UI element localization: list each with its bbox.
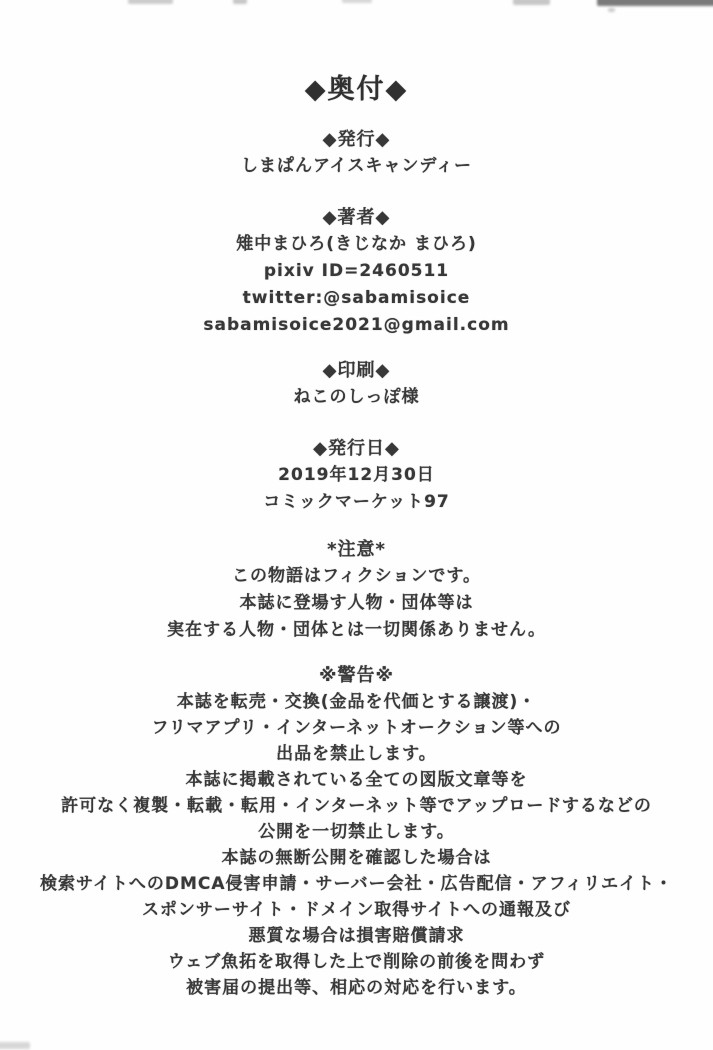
scan-artifact — [513, 0, 550, 5]
section-print — [0, 357, 713, 411]
warning-line: 本誌を転売・交換(金品を代価とする譲渡)・ — [176, 692, 537, 712]
section-notice — [0, 536, 713, 644]
warning-line: 被害届の提出等、相応の対応を行います。 — [186, 978, 527, 998]
warning-line: 許可なく複製・転載・転用・インターネット等でアップロードするなどの — [61, 796, 652, 816]
scan-artifact — [608, 8, 615, 12]
scan-artifact — [0, 1042, 30, 1049]
author-pixiv-id: pixiv ID=2460511 — [263, 261, 450, 281]
publisher-name: しまぱんアイスキャンディー — [241, 156, 472, 176]
page-title: ◆奥付◆ — [304, 74, 409, 105]
section-heading-publisher: ◆発行◆ — [322, 129, 391, 150]
author-email: sabamisoice2021@gmail.com — [203, 315, 510, 335]
warning-line: フリマアプリ・インターネットオークション等への — [151, 718, 562, 738]
scan-artifact — [342, 0, 372, 3]
scan-artifact — [128, 0, 173, 4]
notice-line: この物語はフィクションです。 — [232, 566, 481, 586]
scan-artifact — [233, 0, 247, 4]
notice-line: 本誌に登場す人物・団体等は — [239, 593, 474, 613]
warning-line: ウェブ魚拓を取得した上で削除の前後を問わず — [167, 952, 546, 972]
warning-line: スポンサーサイト・ドメイン取得サイトへの通報及び — [141, 900, 572, 920]
printer-name: ねこのしっぽ様 — [293, 387, 420, 407]
publication-event: コミックマーケット97 — [263, 492, 450, 512]
section-heading-print: ◆印刷◆ — [322, 360, 391, 381]
scan-artifact — [597, 0, 713, 6]
section-heading-publication-date: ◆発行日◆ — [313, 438, 400, 459]
warning-line: 悪質な場合は損害賠償請求 — [248, 926, 465, 946]
warning-line: 出品を禁止します。 — [276, 744, 437, 764]
publication-date-value: 2019年12月30日 — [278, 465, 435, 485]
author-twitter: twitter:@sabamisoice — [242, 288, 471, 308]
author-name: 雉中まひろ(きじなか まひろ) — [236, 234, 477, 254]
section-publication-date — [0, 435, 713, 516]
section-author — [0, 204, 713, 339]
warning-line: 本誌の無断公開を確認した場合は — [221, 848, 492, 868]
section-warning — [0, 662, 713, 1001]
section-publisher — [0, 126, 713, 180]
warning-line: 検索サイトへのDMCA侵害申請・サーバー会社・広告配信・アフィリエイト・ — [40, 874, 673, 894]
warning-line: 本誌に掲載されている全ての図版文章等を — [185, 770, 528, 790]
section-heading-notice: *注意* — [327, 539, 386, 560]
section-heading-author: ◆著者◆ — [322, 207, 391, 228]
notice-line: 実在する人物・団体とは一切関係ありません。 — [166, 620, 547, 640]
section-heading-warning: ※警告※ — [319, 665, 394, 686]
warning-line: 公開を一切禁止します。 — [258, 822, 455, 842]
